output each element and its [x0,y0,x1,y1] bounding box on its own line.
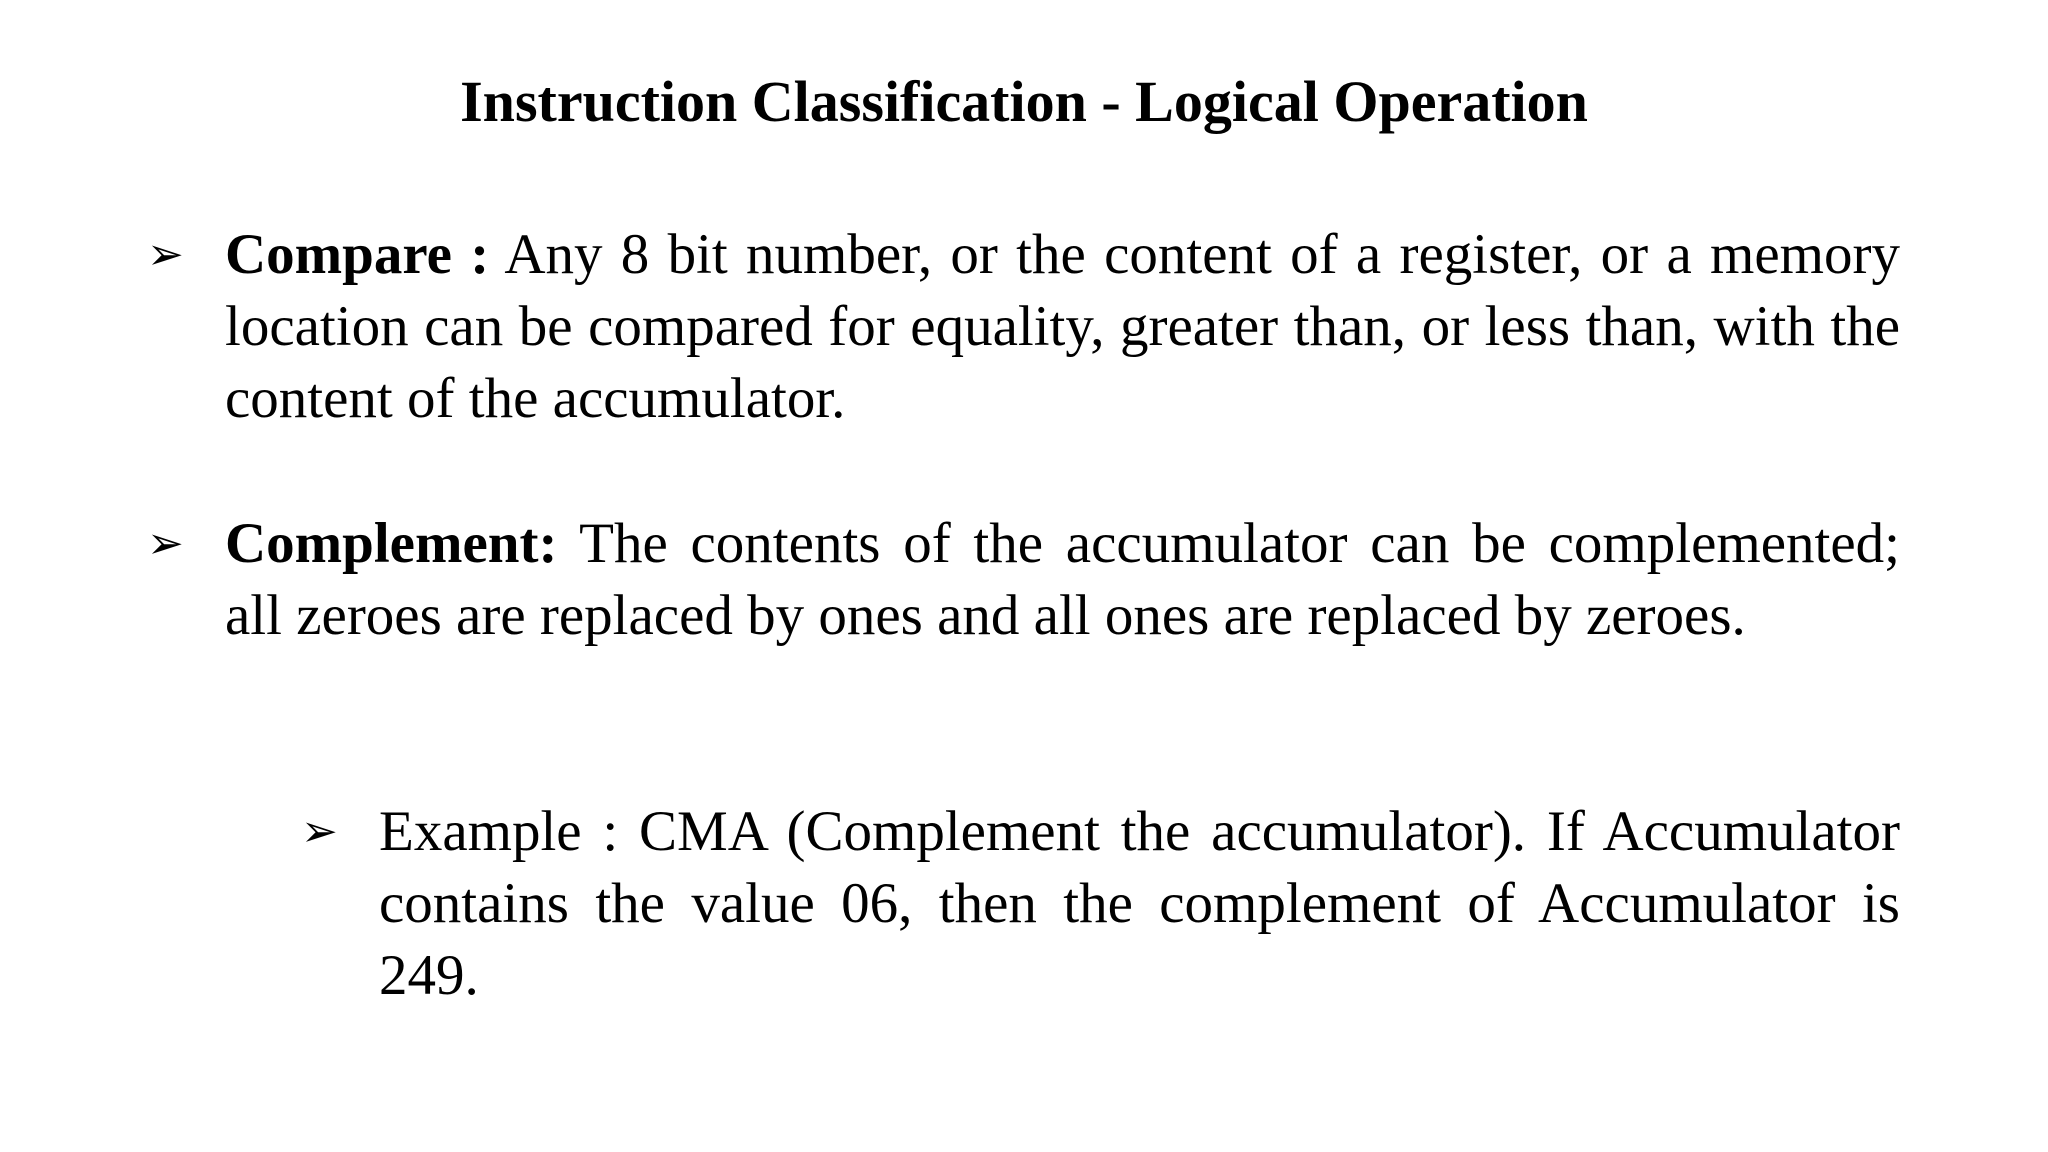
arrow-bullet-icon: ➢ [301,807,338,856]
bullet-term: Complement: [225,512,558,575]
bullet-term: Compare : [225,223,490,286]
bullet-compare [147,219,1900,435]
sub-bullet-example [301,796,1900,1012]
sub-bullet-text: Example : CMA (Complement the accumulator). If Accumulator contains the value 06, then the complement of Accumulator is 249. [379,800,1900,1007]
bullet-text: The contents of the accumulator can be complemented; all zeroes are replaced by ones and all ones are replaced by zeroes. [225,512,1900,647]
slide-title: Instruction Classification - Logical Operation [460,69,1588,134]
bullet-text: Any 8 bit number, or the content of a register, or a memory location can be compared for equality, greater than, or less than, with the content of the accumulator. [225,223,1900,430]
arrow-bullet-icon: ➢ [147,230,184,279]
bullet-complement [147,508,1900,652]
arrow-bullet-icon: ➢ [147,519,184,568]
